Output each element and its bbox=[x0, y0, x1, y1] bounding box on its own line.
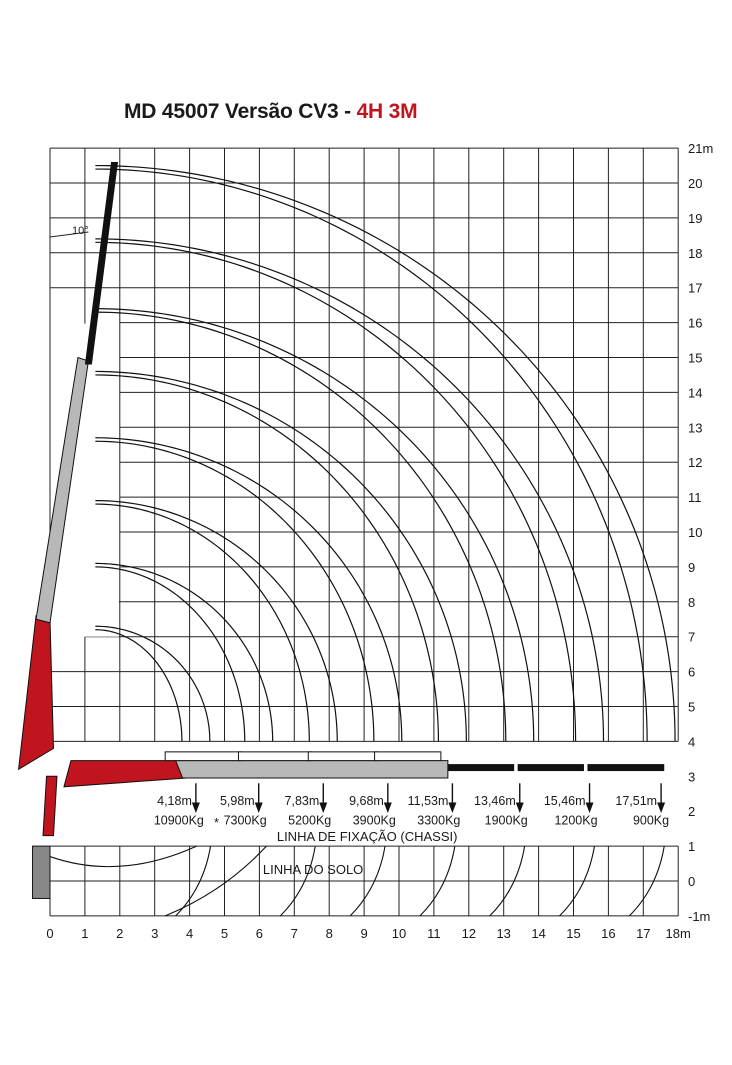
load-curve bbox=[95, 166, 675, 742]
y-tick-label: 0 bbox=[688, 874, 696, 889]
y-tick-label: 19 bbox=[688, 210, 703, 226]
y-tick-label: 20 bbox=[688, 176, 703, 191]
load-curve bbox=[95, 438, 401, 742]
y-tick-label: 18 bbox=[688, 245, 703, 261]
load-label: 10900Kg bbox=[153, 813, 204, 828]
y-tick-label: 6 bbox=[688, 664, 696, 680]
x-tick-label: 5 bbox=[220, 926, 229, 941]
x-tick-label: 1 bbox=[81, 926, 89, 941]
y-tick-label: 7 bbox=[688, 629, 696, 645]
y-tick-label: 8 bbox=[688, 594, 696, 610]
x-tick-label: 6 bbox=[255, 926, 264, 941]
y-tick-label: 5 bbox=[688, 699, 696, 715]
reach-arrowhead bbox=[255, 802, 263, 812]
load-curve bbox=[95, 563, 272, 741]
load-label: 1900Kg bbox=[484, 813, 528, 828]
crane-column bbox=[33, 846, 50, 898]
ground-line-label: LINHA DO SOLO bbox=[262, 862, 364, 878]
reach-label: 11,53m bbox=[407, 793, 449, 808]
x-tick-label: 12 bbox=[461, 926, 477, 941]
reach-label: 7,83m bbox=[284, 793, 320, 808]
load-curve bbox=[95, 441, 374, 741]
crane-column-red bbox=[43, 776, 57, 835]
boom-sleeve bbox=[238, 752, 311, 761]
reach-label: 5,98m bbox=[219, 793, 255, 808]
load-curve bbox=[95, 630, 182, 742]
boom-base-red bbox=[64, 761, 186, 787]
y-tick-label: 17 bbox=[688, 280, 703, 296]
y-tick-label: 3 bbox=[688, 769, 696, 785]
x-tick-label: 15 bbox=[566, 926, 581, 941]
load-curve bbox=[95, 375, 438, 741]
fixation-line-label: LINHA DE FIXAÇÃO (CHASSI) bbox=[276, 828, 458, 844]
load-label: 3900Kg bbox=[352, 813, 396, 828]
y-tick-label: 10 bbox=[688, 525, 703, 540]
reach-arrowhead bbox=[319, 802, 327, 812]
x-tick-label: 9 bbox=[360, 926, 368, 941]
y-tick-label: 12 bbox=[688, 455, 703, 471]
y-tick-label: 14 bbox=[688, 385, 703, 401]
x-tick-label: 14 bbox=[531, 926, 546, 941]
grid-mask bbox=[51, 149, 84, 182]
y-tick-label: 21m bbox=[688, 141, 714, 157]
x-tick-label: 17 bbox=[636, 926, 651, 941]
reach-label: 4,18m bbox=[157, 793, 192, 808]
y-tick-label: 4 bbox=[688, 734, 696, 750]
reach-arrowhead bbox=[384, 802, 392, 812]
y-tick-label: 15 bbox=[688, 350, 703, 366]
load-curve bbox=[95, 501, 337, 742]
reach-arrowhead bbox=[192, 802, 200, 812]
y-tick-label: 9 bbox=[688, 559, 696, 575]
reach-label: 15,46m bbox=[543, 793, 586, 808]
y-tick-label: 13 bbox=[688, 420, 703, 436]
boom-sleeve bbox=[308, 752, 378, 761]
boom-sleeve bbox=[165, 752, 242, 761]
load-label: 5200Kg bbox=[288, 813, 332, 828]
load-curve bbox=[95, 309, 533, 742]
x-tick-label: 2 bbox=[116, 926, 124, 941]
angle-label: 10° bbox=[72, 225, 89, 237]
chart-title-accent: 4H 3M bbox=[356, 100, 418, 123]
reach-arrowhead bbox=[586, 802, 594, 812]
load-label: 7300Kg bbox=[223, 813, 267, 828]
x-tick-label: 7 bbox=[290, 926, 298, 941]
reach-label: 9,68m bbox=[349, 793, 384, 808]
x-tick-label: 4 bbox=[185, 926, 194, 941]
y-tick-label: 11 bbox=[688, 490, 702, 506]
x-tick-label: 8 bbox=[325, 926, 333, 941]
load-curve bbox=[95, 626, 209, 741]
load-curve bbox=[95, 504, 309, 741]
boom-grey bbox=[176, 761, 448, 778]
reach-arrowhead bbox=[657, 802, 665, 812]
x-tick-label: 3 bbox=[151, 926, 159, 941]
ground-curve bbox=[50, 846, 197, 867]
y-tick-label: -1m bbox=[688, 908, 711, 924]
x-tick-label: 13 bbox=[496, 926, 511, 941]
reach-label: 17,51m bbox=[615, 793, 658, 808]
reach-label: 13,46m bbox=[474, 793, 516, 808]
y-tick-label: 1 bbox=[688, 839, 696, 855]
load-label: 3300Kg bbox=[417, 813, 461, 828]
x-tick-label: 16 bbox=[601, 926, 616, 941]
x-tick-label: 11 bbox=[427, 926, 441, 941]
reach-arrowhead bbox=[448, 802, 456, 812]
chart-title-main: MD 45007 Versão CV3 - bbox=[124, 100, 351, 123]
load-label: 1200Kg bbox=[554, 813, 598, 828]
boom-extension-black bbox=[518, 764, 584, 771]
x-tick-label: 18m bbox=[665, 926, 691, 941]
boom-extension-black bbox=[448, 764, 514, 771]
x-tick-label: 10 bbox=[391, 926, 407, 941]
vertical-boom-red bbox=[19, 616, 54, 770]
boom-extension-black bbox=[587, 764, 664, 771]
reach-arrowhead bbox=[516, 802, 524, 812]
boom-sleeve bbox=[375, 752, 441, 761]
y-tick-label: 2 bbox=[688, 804, 696, 820]
load-label: 900Kg bbox=[632, 813, 670, 828]
y-tick-label: 16 bbox=[688, 315, 703, 331]
asterisk-mark: * bbox=[214, 814, 220, 830]
x-tick-label: 0 bbox=[46, 926, 54, 941]
